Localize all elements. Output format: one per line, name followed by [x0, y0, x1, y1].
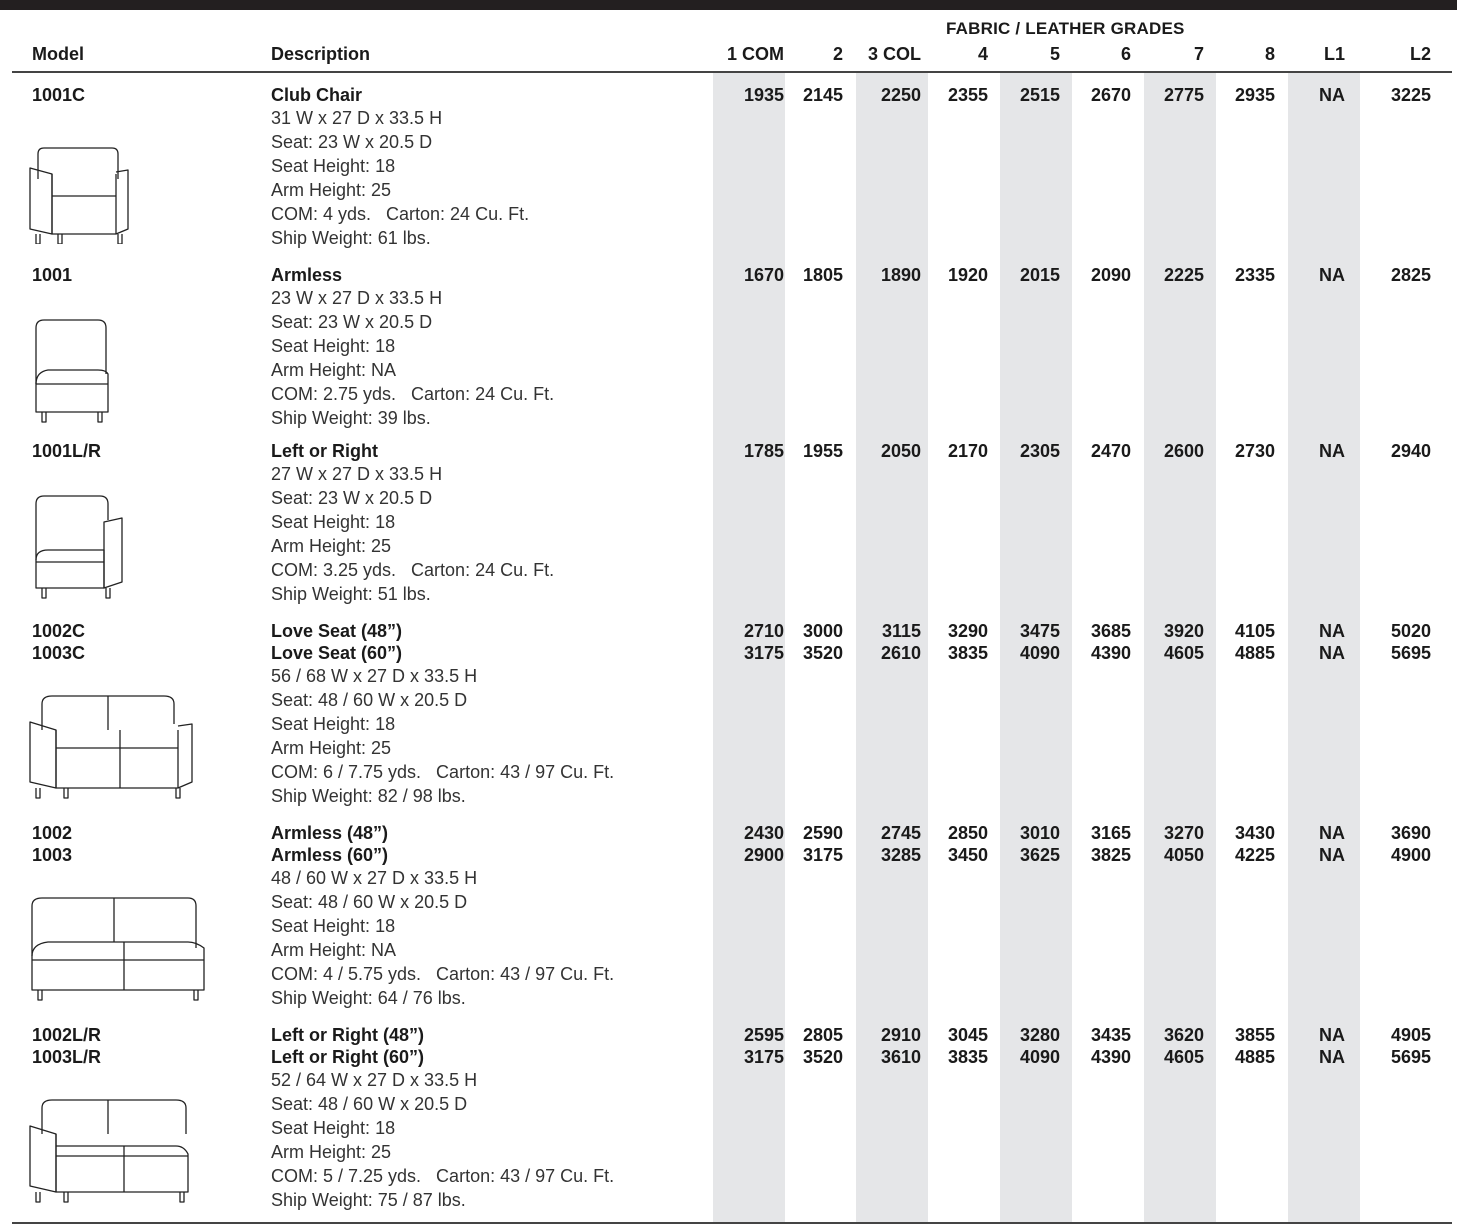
armless-settee-icon — [28, 892, 208, 1007]
spec-line: Seat: 23 W x 20.5 D — [271, 312, 433, 332]
price-cell: 2935 — [1234, 85, 1275, 105]
spec-line: Seat: 23 W x 20.5 D — [271, 488, 433, 508]
spec-line: COM: 3.25 yds. Carton: 24 Cu. Ft. — [271, 560, 555, 580]
price-cell: 2170 — [947, 441, 988, 461]
model-cell — [32, 822, 72, 866]
product-title: Armless (60”) — [271, 845, 389, 865]
price-cell: 5695 — [1390, 643, 1431, 663]
price-cell: 2515 — [1019, 85, 1060, 105]
price-cell: 4390 — [1090, 643, 1131, 663]
one-arm-settee-icon — [28, 1094, 198, 1209]
spec-line: Seat Height: 18 — [271, 1118, 396, 1138]
model-number: 1002C — [32, 621, 86, 641]
description-header: Description — [271, 44, 371, 64]
price-cell: 3520 — [802, 1047, 843, 1067]
price-cell: 3430 — [1234, 823, 1275, 843]
model-number: 1002 — [32, 823, 73, 843]
price-cell: 3435 — [1090, 1025, 1131, 1045]
price-cell: 4225 — [1234, 845, 1275, 865]
grade-header: 3 COL — [867, 44, 921, 64]
price-cell: 3175 — [743, 643, 784, 663]
model-number: 1001 — [32, 265, 73, 285]
price-cell: NA — [1319, 441, 1345, 461]
price-cell: 2250 — [880, 85, 921, 105]
spec-line: 56 / 68 W x 27 D x 33.5 H — [271, 666, 478, 686]
product-title: Left or Right (48”) — [271, 1025, 424, 1045]
price-cell: 3290 — [947, 621, 988, 641]
price-cell: 2710 — [743, 621, 784, 641]
price-cell: 2775 — [1163, 85, 1204, 105]
top-bar — [0, 0, 1457, 10]
price-cell: 2590 — [802, 823, 843, 843]
spec-line: COM: 4 yds. Carton: 24 Cu. Ft. — [271, 204, 530, 224]
spec-line: Seat: 48 / 60 W x 20.5 D — [271, 690, 468, 710]
grade-header: L1 — [1323, 44, 1345, 64]
product-title: Armless — [271, 265, 343, 285]
price-cell: 2355 — [947, 85, 988, 105]
club-chair-icon — [28, 134, 138, 249]
price-cell: 2335 — [1234, 265, 1275, 285]
price-cell: 3280 — [1019, 1025, 1060, 1045]
spec-line: Ship Weight: 51 lbs. — [271, 584, 431, 604]
price-cell: NA — [1319, 845, 1345, 865]
price-cell: 4605 — [1163, 643, 1204, 663]
price-cell: 3175 — [743, 1047, 784, 1067]
product-title: Left or Right (60”) — [271, 1047, 424, 1067]
price-cell: 3520 — [802, 643, 843, 663]
description-cell — [271, 1024, 614, 1212]
price-cell: 5020 — [1390, 621, 1431, 641]
spec-line: Arm Height: 25 — [271, 536, 392, 556]
price-cell: 2090 — [1090, 265, 1131, 285]
price-cell: 2430 — [743, 823, 784, 843]
price-cell: 3835 — [947, 1047, 988, 1067]
model-cell — [32, 440, 101, 462]
price-cell: 3620 — [1163, 1025, 1204, 1045]
description-cell — [271, 620, 614, 808]
price-cell: 2900 — [743, 845, 784, 865]
price-cell: NA — [1319, 265, 1345, 285]
price-cell: 1785 — [743, 441, 784, 461]
price-cell: NA — [1319, 621, 1345, 641]
grade-header: L2 — [1409, 44, 1431, 64]
description-cell — [271, 440, 554, 606]
price-cell: 2015 — [1019, 265, 1060, 285]
product-title: Left or Right — [271, 441, 378, 461]
product-title: Armless (48”) — [271, 823, 389, 843]
price-cell: 3685 — [1090, 621, 1131, 641]
price-cell: 3855 — [1234, 1025, 1275, 1045]
price-cell: NA — [1319, 643, 1345, 663]
spec-line: Arm Height: NA — [271, 360, 397, 380]
model-number: 1001L/R — [32, 441, 102, 461]
spec-line: Ship Weight: 75 / 87 lbs. — [271, 1190, 466, 1210]
price-cell: 2600 — [1163, 441, 1204, 461]
price-cell: 2595 — [743, 1025, 784, 1045]
price-cell: 3690 — [1390, 823, 1431, 843]
grade-header: 7 — [1193, 44, 1204, 64]
model-number: 1002L/R — [32, 1025, 102, 1045]
description-cell — [271, 264, 554, 430]
price-cell: 2470 — [1090, 441, 1131, 461]
love-seat-icon — [28, 690, 198, 805]
price-cell: 1670 — [743, 265, 784, 285]
price-cell: 4885 — [1234, 643, 1275, 663]
spec-line: COM: 4 / 5.75 yds. Carton: 43 / 97 Cu. Ft. — [271, 964, 615, 984]
price-cell: NA — [1319, 85, 1345, 105]
spec-line: Arm Height: 25 — [271, 738, 392, 758]
price-cell: 4090 — [1019, 1047, 1060, 1067]
spec-line: Arm Height: 25 — [271, 1142, 392, 1162]
spec-line: Ship Weight: 82 / 98 lbs. — [271, 786, 466, 806]
price-cell: 1890 — [880, 265, 921, 285]
spec-line: Seat: 48 / 60 W x 20.5 D — [271, 892, 468, 912]
model-cell — [32, 620, 85, 664]
price-cell: 4605 — [1163, 1047, 1204, 1067]
spec-line: Ship Weight: 61 lbs. — [271, 228, 431, 248]
price-cell: 2145 — [802, 85, 843, 105]
grade-header: 2 — [832, 44, 843, 64]
grades-title: FABRIC / LEATHER GRADES — [946, 19, 1185, 38]
price-cell: 3825 — [1090, 845, 1131, 865]
price-cell: 3115 — [881, 621, 921, 641]
description-cell — [271, 822, 614, 1010]
price-cell: 4885 — [1234, 1047, 1275, 1067]
price-cell: 1920 — [947, 265, 988, 285]
spec-line: Seat: 48 / 60 W x 20.5 D — [271, 1094, 468, 1114]
price-cell: 1805 — [802, 265, 843, 285]
price-cell: 1955 — [802, 441, 843, 461]
price-cell: NA — [1319, 1047, 1345, 1067]
price-cell: 3475 — [1019, 621, 1060, 641]
price-cell: 3285 — [880, 845, 921, 865]
price-cell: 2730 — [1234, 441, 1275, 461]
model-cell — [32, 264, 72, 286]
product-title: Love Seat (48”) — [271, 621, 403, 641]
price-cell: 3610 — [880, 1047, 921, 1067]
spec-line: 48 / 60 W x 27 D x 33.5 H — [271, 868, 478, 888]
product-title: Club Chair — [271, 85, 363, 105]
spec-line: Seat Height: 18 — [271, 336, 396, 356]
price-cell: 3225 — [1390, 85, 1431, 105]
bottom-rule — [12, 1222, 1452, 1224]
price-cell: 3270 — [1163, 823, 1204, 843]
price-cell: 2305 — [1019, 441, 1060, 461]
price-cell: 2225 — [1163, 265, 1204, 285]
grade-header: 5 — [1049, 44, 1060, 64]
price-cell: 4905 — [1390, 1025, 1431, 1045]
price-cell: 5695 — [1390, 1047, 1431, 1067]
model-header: Model — [32, 44, 84, 64]
price-cell: 1935 — [743, 85, 784, 105]
price-cell: 2825 — [1390, 265, 1431, 285]
spec-line: 27 W x 27 D x 33.5 H — [271, 464, 443, 484]
model-number: 1001C — [32, 85, 86, 105]
model-cell — [32, 1024, 101, 1068]
price-cell: 3010 — [1019, 823, 1060, 843]
armless-chair-icon — [28, 314, 124, 429]
model-number: 1003L/R — [32, 1047, 102, 1067]
price-cell: 3920 — [1163, 621, 1204, 641]
header-rule — [12, 71, 1452, 73]
spec-line: 52 / 64 W x 27 D x 33.5 H — [271, 1070, 478, 1090]
price-cell: 3000 — [802, 621, 843, 641]
spec-line: Ship Weight: 39 lbs. — [271, 408, 431, 428]
spec-line: COM: 6 / 7.75 yds. Carton: 43 / 97 Cu. Ft. — [271, 762, 615, 782]
spec-line: COM: 5 / 7.25 yds. Carton: 43 / 97 Cu. Ft. — [271, 1166, 615, 1186]
price-cell: 2805 — [802, 1025, 843, 1045]
spec-line: 23 W x 27 D x 33.5 H — [271, 288, 443, 308]
description-cell — [271, 84, 529, 250]
price-cell: 3450 — [947, 845, 988, 865]
price-cell: 2670 — [1090, 85, 1131, 105]
grade-header: 1 COM — [726, 44, 784, 64]
spec-line: Arm Height: NA — [271, 940, 397, 960]
price-cell: 2940 — [1390, 441, 1431, 461]
model-number: 1003 — [32, 845, 73, 865]
price-cell: 2745 — [880, 823, 921, 843]
price-cell: 4090 — [1019, 643, 1060, 663]
spec-line: 31 W x 27 D x 33.5 H — [271, 108, 443, 128]
price-cell: 4390 — [1090, 1047, 1131, 1067]
grade-header: 8 — [1264, 44, 1275, 64]
product-title: Love Seat (60”) — [271, 643, 403, 663]
spec-line: Seat Height: 18 — [271, 156, 396, 176]
price-cell: 3045 — [947, 1025, 988, 1045]
spec-line: Ship Weight: 64 / 76 lbs. — [271, 988, 466, 1008]
model-number: 1003C — [32, 643, 86, 663]
price-cell: 2610 — [880, 643, 921, 663]
price-cell: NA — [1319, 1025, 1345, 1045]
price-cell: 3625 — [1019, 845, 1060, 865]
price-cell: 3165 — [1090, 823, 1131, 843]
one-arm-chair-icon — [28, 490, 132, 605]
price-cell: 3175 — [802, 845, 843, 865]
price-cell: 4050 — [1163, 845, 1204, 865]
price-cell: 3835 — [947, 643, 988, 663]
spec-line: Seat Height: 18 — [271, 512, 396, 532]
spec-line: Seat Height: 18 — [271, 916, 396, 936]
grade-header: 4 — [977, 44, 988, 64]
price-cell: 4900 — [1390, 845, 1431, 865]
price-cell: NA — [1319, 823, 1345, 843]
grade-header: 6 — [1120, 44, 1131, 64]
spec-line: Arm Height: 25 — [271, 180, 392, 200]
price-cell: 2910 — [880, 1025, 921, 1045]
price-cell: 2050 — [880, 441, 921, 461]
spec-line: Seat Height: 18 — [271, 714, 396, 734]
price-cell: 4105 — [1234, 621, 1275, 641]
price-cell: 2850 — [947, 823, 988, 843]
spec-line: Seat: 23 W x 20.5 D — [271, 132, 433, 152]
model-cell — [32, 84, 85, 106]
spec-line: COM: 2.75 yds. Carton: 24 Cu. Ft. — [271, 384, 555, 404]
